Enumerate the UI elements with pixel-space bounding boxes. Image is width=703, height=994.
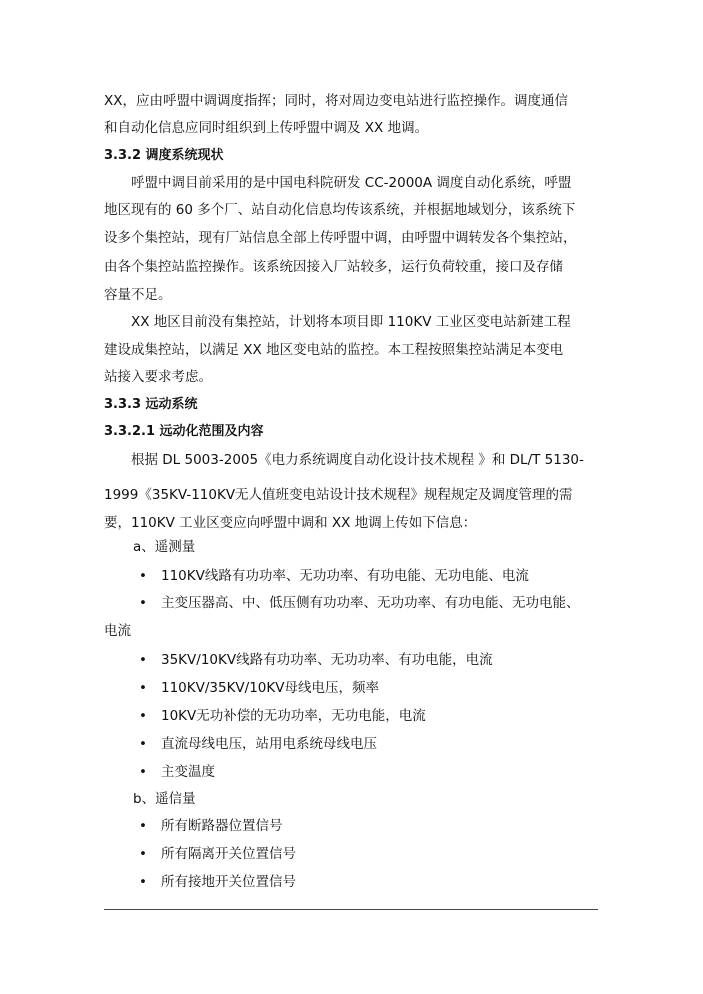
bullet-icon: •: [139, 595, 147, 611]
list-item: 主变压器高、中、低压侧有功功率、无功功率、有功电能、无功电能、: [161, 595, 580, 611]
paragraph-line: 呼盟中调目前采用的是中国电科院研发 CC-2000A 调度自动化系统，呼盟: [131, 175, 572, 191]
section-heading: 3.3.3 远动系统: [104, 397, 198, 412]
bullet-icon: •: [139, 708, 147, 724]
list-item: 110KV线路有功功率、无功功率、有功电能、无功电能、电流: [161, 568, 529, 584]
footer-divider: [104, 909, 598, 910]
bullet-icon: •: [139, 874, 147, 890]
list-item: 110KV/35KV/10KV母线电压，频率: [161, 680, 379, 696]
paragraph-line: 建设成集控站，以满足 XX 地区变电站的监控。本工程按照集控站满足本变电: [104, 342, 564, 358]
paragraph-line: 由各个集控站监控操作。该系统因接入厂站较多，运行负荷较重，接口及存储: [104, 259, 563, 275]
list-item: 主变温度: [161, 764, 215, 780]
paragraph-line: XX，应由呼盟中调调度指挥；同时，将对周边变电站进行监控操作。调度通信: [104, 93, 568, 109]
paragraph-line: XX 地区目前没有集控站，计划将本项目即 110KV 工业区变电站新建工程: [131, 314, 571, 330]
bullet-icon: •: [139, 736, 147, 752]
list-heading-telemetry: a、遥测量: [133, 539, 196, 555]
paragraph-line: 要，110KV 工业区变应向呼盟中调和 XX 地调上传如下信息：: [104, 515, 477, 531]
subsection-heading: 3.3.2.1 远动化范围及内容: [104, 424, 264, 439]
bullet-icon: •: [139, 652, 147, 668]
list-item: 所有接地开关位置信号: [161, 874, 296, 890]
paragraph-line: 地区现有的 60 多个厂、站自动化信息均传该系统，并根据地域划分，该系统下: [104, 202, 576, 218]
list-item: 所有隔离开关位置信号: [161, 846, 296, 862]
list-item: 35KV/10KV线路有功功率、无功功率、有功电能，电流: [161, 652, 493, 668]
bullet-icon: •: [139, 680, 147, 696]
list-heading-telesignal: b、遥信量: [133, 791, 196, 807]
paragraph-line: 1999《35KV-110KV无人值班变电站设计技术规程》规程规定及调度管理的需: [104, 487, 573, 503]
section-heading: 3.3.2 调度系统现状: [104, 148, 224, 163]
bullet-icon: •: [139, 764, 147, 780]
bullet-icon: •: [139, 818, 147, 834]
paragraph-line: 和自动化信息应同时组织到上传呼盟中调及 XX 地调。: [104, 120, 429, 136]
list-item-continuation: 电流: [104, 623, 131, 639]
bullet-icon: •: [139, 846, 147, 862]
bullet-icon: •: [139, 568, 147, 584]
paragraph-line: 站接入要求考虑。: [104, 369, 212, 385]
paragraph-line: 设多个集控站，现有厂站信息全部上传呼盟中调，由呼盟中调转发各个集控站，: [104, 230, 577, 246]
paragraph-line: 容量不足。: [104, 287, 172, 303]
list-item: 10KV无功补偿的无功功率，无功电能，电流: [161, 708, 426, 724]
list-item: 所有断路器位置信号: [161, 818, 283, 834]
paragraph-line: 根据 DL 5003-2005《电力系统调度自动化设计技术规程 》和 DL/T 5130-: [131, 452, 584, 468]
list-item: 直流母线电压，站用电系统母线电压: [161, 736, 377, 752]
